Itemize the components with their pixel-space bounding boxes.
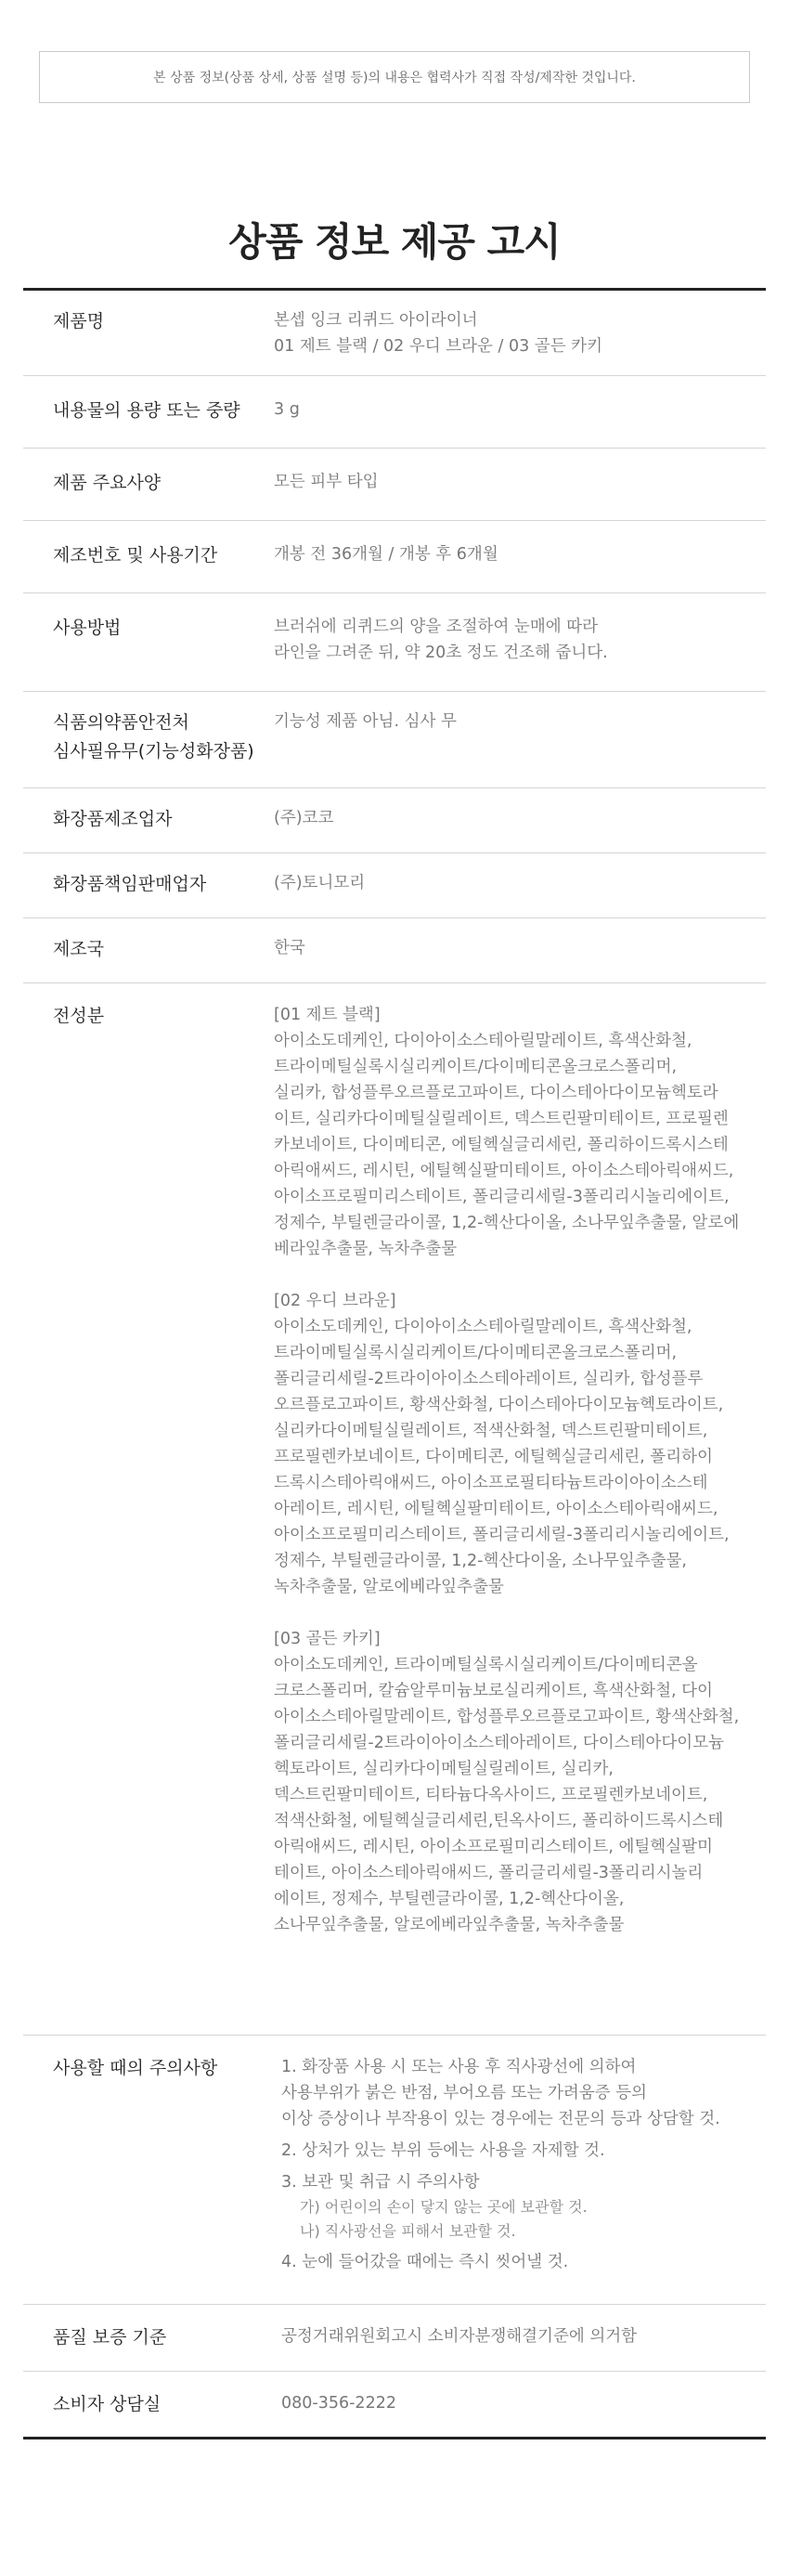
ingredient-line: 적색산화철, 에틸헥실글리세린,틴옥사이드, 폴리하이드록시스테 — [274, 1812, 724, 1830]
ingredient-line: 테이트, 아이소스테아릭애씨드, 폴리글리세릴-3폴리리시놀리 — [274, 1864, 704, 1882]
ingredient-line: 녹차추출물, 알로에베라잎추출물 — [274, 1578, 504, 1596]
row-label: 품질 보증 기준 — [53, 2327, 167, 2348]
ingredient-line: 정제수, 부틸렌글라이콜, 1,2-헥산다이올, 소나무잎추출물, 알로에 — [274, 1214, 740, 1232]
row-value: (주)토니모리 — [274, 874, 366, 892]
row-value: 한국 — [274, 939, 305, 957]
table-row-expiry — [23, 521, 766, 593]
ingredient-line: 실리카, 합성플루오르플로고파이트, 다이스테아다이모늄헥토라 — [274, 1084, 718, 1102]
table-row-volume — [23, 376, 766, 449]
ingredient-line: 소나무잎추출물, 알로에베라잎추출물, 녹차추출물 — [274, 1916, 625, 1934]
ingredient-line: 드록시스테아릭애씨드, 아이소프로필티타늄트라이아이소스테 — [274, 1474, 708, 1492]
ingredient-line: 아레이트, 레시틴, 에틸헥실팔미테이트, 아이소스테아릭애씨드, — [274, 1500, 718, 1518]
row-label: 제조국 — [53, 939, 105, 959]
ingredient-line: 정제수, 부틸렌글라이콜, 1,2-헥산다이올, 소나무잎추출물, — [274, 1552, 687, 1570]
caution-text: 4. 눈에 들어갔을 때에는 즉시 씻어낼 것. — [281, 2253, 569, 2271]
ingredient-line: 아이소도데케인, 다이아이소스테아릴말레이트, 흑색산화철, — [274, 1318, 692, 1336]
caution-text: 이상 증상이나 부작용이 있는 경우에는 전문의 등과 상담할 것. — [281, 2110, 720, 2128]
caution-subitem: 나) 직사광선을 피해서 보관할 것. — [300, 2222, 516, 2240]
row-value: 브러쉬에 리퀴드의 양을 조절하여 눈매에 따라 라인을 그려준 뒤, 약 20초 정도 건조해 줍니다. — [274, 618, 608, 662]
ingredient-line: 트라이메틸실록시실리케이트/다이메티콘올크로스폴리머, — [274, 1058, 678, 1076]
cautions-list — [274, 2054, 766, 2304]
disclaimer-notice: 본 상품 정보(상품 상세, 상품 설명 등)의 내용은 협력사가 직접 작성/제작한 것입니다. — [39, 51, 750, 103]
row-label: 소비자 상담실 — [53, 2394, 162, 2414]
ingredient-line: 아이소프로필미리스테이트, 폴리글리세릴-3폴리리시놀리에이트, — [274, 1188, 730, 1206]
row-value: 080-356-2222 — [281, 2394, 396, 2413]
table-row-mfds-review — [23, 692, 766, 788]
row-label: 사용방법 — [53, 618, 122, 638]
table-row-distributor — [23, 853, 766, 918]
row-label: 전성분 — [53, 1006, 105, 1026]
ingredient-line: 프로필렌카보네이트, 다이메티콘, 에틸헥실글리세린, 폴리하이 — [274, 1448, 713, 1466]
table-row-usage — [23, 593, 766, 692]
ingredient-line: 아이소스테아릴말레이트, 합성플루오르플로고파이트, 황색산화철, — [274, 1708, 740, 1726]
ingredient-line: 트라이메틸실록시실리케이트/다이메티콘올크로스폴리머, — [274, 1344, 678, 1362]
ingredient-line: 폴리글리세릴-2트라이아이소스테아레이트, 실리카, 합성플루 — [274, 1370, 704, 1388]
row-value: 모든 피부 타입 — [274, 473, 379, 491]
ingredient-line: 폴리글리세릴-2트라이아이소스테아레이트, 다이스테아다이모늄 — [274, 1734, 725, 1752]
caution-item — [281, 2169, 766, 2244]
row-label: 제품명 — [53, 311, 105, 332]
caution-item — [281, 2249, 766, 2275]
ingredient-line: 아이소도데케인, 다이아이소스테아릴말레이트, 흑색산화철, — [274, 1032, 692, 1050]
caution-subitem: 가) 어린이의 손이 닿지 않는 곳에 보관할 것. — [300, 2198, 588, 2216]
ingredient-line: 아이소도데케인, 트라이메틸실록시실리케이트/다이메티콘올 — [274, 1656, 698, 1674]
ingredient-line: 에이트, 정제수, 부틸렌글라이콜, 1,2-헥산다이올, — [274, 1890, 625, 1908]
block-gap — [274, 1600, 766, 1626]
row-value: (주)코코 — [274, 809, 334, 827]
ingredient-line: 베라잎추출물, 녹차추출물 — [274, 1240, 458, 1258]
row-value: 공정거래위원회고시 소비자분쟁해결기준에 의거함 — [281, 2327, 638, 2346]
table-row-ingredients — [23, 983, 766, 2036]
caution-text: 사용부위가 붉은 반점, 부어오름 또는 가려움증 등의 — [281, 2084, 647, 2102]
page-title: 상품 정보 제공 고시 — [228, 219, 561, 265]
ingredient-shade-heading: [03 골든 카키] — [274, 1630, 381, 1648]
block-gap — [274, 1262, 766, 1288]
row-label: 화장품제조업자 — [53, 809, 173, 829]
ingredients-list — [274, 1002, 766, 2035]
row-label: 제조번호 및 사용기간 — [53, 545, 218, 566]
row-value: 본셉 잉크 리퀴드 아이라이너 01 제트 블랙 / 02 우디 브라운 / 03 골든 카키 — [274, 311, 602, 356]
table-row-country — [23, 918, 766, 983]
table-row-quality-standard — [23, 2305, 766, 2372]
row-label: 사용할 때의 주의사항 — [53, 2058, 218, 2078]
caution-item — [281, 2138, 766, 2164]
table-row-cautions — [23, 2036, 766, 2305]
ingredient-line: 아이소프로필미리스테이트, 폴리글리세릴-3폴리리시놀리에이트, — [274, 1526, 730, 1544]
ingredient-shade-heading: [01 제트 블랙] — [274, 1006, 381, 1024]
row-label: 제품 주요사양 — [53, 473, 162, 493]
ingredient-line: 아릭애씨드, 레시틴, 에틸헥실팔미테이트, 아이소스테아릭애씨드, — [274, 1162, 734, 1180]
caution-text: 3. 보관 및 취급 시 주의사항 — [281, 2173, 480, 2192]
ingredient-line: 실리카다이메틸실릴레이트, 적색산화철, 덱스트린팔미테이트, — [274, 1422, 708, 1440]
row-label: 내용물의 용량 또는 중량 — [53, 400, 240, 421]
ingredient-shade-heading: [02 우디 브라운] — [274, 1292, 396, 1310]
ingredient-line: 오르플로고파이트, 황색산화철, 다이스테아다이모늄헥토라이트, — [274, 1396, 724, 1414]
ingredient-line: 덱스트린팔미테이트, 티타늄다옥사이드, 프로필렌카보네이트, — [274, 1786, 708, 1804]
row-label: 화장품책임판매업자 — [53, 874, 207, 894]
ingredient-line: 이트, 실리카다이메틸실릴레이트, 덱스트린팔미테이트, 프로필렌 — [274, 1110, 729, 1128]
caution-text: 2. 상처가 있는 부위 등에는 사용을 자제할 것. — [281, 2141, 605, 2160]
caution-item — [281, 2054, 766, 2132]
table-row-manufacturer — [23, 788, 766, 853]
caution-text: 1. 화장품 사용 시 또는 사용 후 직사광선에 의하여 — [281, 2058, 637, 2076]
ingredient-line: 카보네이트, 다이메티콘, 에틸헥실글리세린, 폴리하이드록시스테 — [274, 1136, 729, 1154]
table-row-customer-center — [23, 2372, 766, 2437]
row-value: 3 g — [274, 400, 300, 419]
ingredient-line: 헥토라이트, 실리카다이메틸실릴레이트, 실리카, — [274, 1760, 614, 1778]
product-info-table — [23, 288, 766, 2439]
row-value: 개봉 전 36개월 / 개봉 후 6개월 — [274, 545, 498, 564]
ingredient-line: 크로스폴리머, 칼슘알루미늄보로실리케이트, 흑색산화철, 다이 — [274, 1682, 713, 1700]
table-row-product-name — [23, 291, 766, 376]
ingredient-line: 아릭애씨드, 레시틴, 아이소프로필미리스테이트, 에틸헥실팔미 — [274, 1838, 713, 1856]
row-value: 기능성 제품 아님. 심사 무 — [274, 712, 457, 731]
table-row-spec — [23, 449, 766, 521]
row-label: 식품의약품안전처 심사필유무(기능성화장품) — [53, 712, 254, 761]
